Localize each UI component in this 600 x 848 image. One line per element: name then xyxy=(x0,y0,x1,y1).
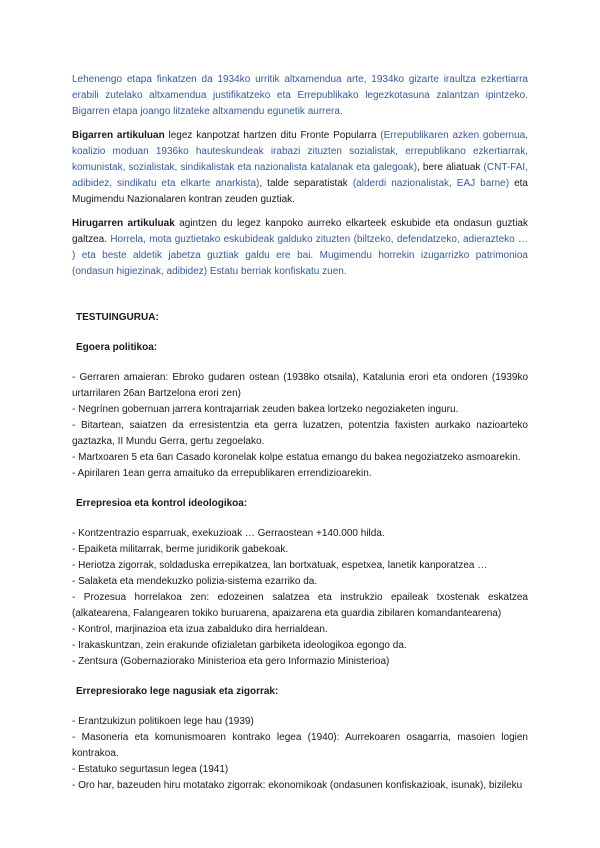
list-item: - Martxoaren 5 eta 6an Casado koronelak kolpe estatua emango du bakea negoziatzeko asmoarekin. xyxy=(72,452,521,463)
list-item: - Kontzentrazio esparruak, exekuzioak … Gerraostean +140.000 hilda. xyxy=(72,528,385,539)
list-item: - Heriotza zigorrak, soldaduska errepikatzea, lan bortxatuak, espetxea, lanetik kanporatzea … xyxy=(72,560,488,571)
repression-list xyxy=(72,526,528,670)
p2-note-1: (Errepublikaren azken gobernua, koalizio moduan 1936ko hauteskundeak irabazi zituzten sozialistak, errepublikano ezkertiarrak, komunistak, sozialistak, sindikalistak eta nazionalista katalanak eta galegoak) xyxy=(72,130,528,173)
p2-text-4: eta Mugimendu Nazionalaren kontran zeuden guztiak. xyxy=(72,178,528,205)
list-item: - Estatuko segurtasun legea (1941) xyxy=(72,764,229,775)
section-title-laws: Errepresiorako lege nagusiak eta zigorrak: xyxy=(76,686,279,697)
list-item: - Negrínen gobernuan jarrera kontrajarriak zeuden bakea lortzeko negoziaketen inguru. xyxy=(72,404,459,415)
section-title-repression: Errepresioa eta kontrol ideologikoa: xyxy=(76,498,248,509)
list-item: - Zentsura (Gobernaziorako Ministerioa eta gero Informazio Ministerioa) xyxy=(72,656,390,667)
p2-note-3: (alderdi nazionalistak, EAJ barne) xyxy=(352,178,510,189)
political-list xyxy=(72,370,528,482)
list-item: - Masoneria eta komunismoaren kontrako legea (1940): Aurrekoaren osagarria, masoien logien kontrakoa. xyxy=(72,732,528,759)
article-2-label: Bigarren artikuluan xyxy=(72,130,165,141)
intro-paragraph-2 xyxy=(72,128,528,208)
list-item: - Apirilaren 1ean gerra amaituko da errepublikaren errendizioarekin. xyxy=(72,468,372,479)
p2-text-3: , talde separatistak xyxy=(259,178,353,189)
section-title-political: Egoera politikoa: xyxy=(76,342,158,353)
p2-note-2: (CNT-FAI, adibidez, sindikatu eta elkarte anarkista) xyxy=(72,162,528,189)
list-item: - Irakaskuntzan, zein erakunde ofizialetan garbiketa ideologikoa egongo da. xyxy=(72,640,407,651)
intro-paragraph-1: Lehenengo etapa finkatzen da 1934ko urritik altxamendua arte, 1934ko gizarte iraultza ezkertiarra erabili zutelako altxamendua justifikatzeko eta Errepublikako legezkotasuna zalantzan ipintzeko. Bigarren etapa joango litzateke altxamendu egunetik aurrera. xyxy=(72,74,528,117)
intro-paragraph-3 xyxy=(72,216,528,280)
context-title: TESTUINGURUA: xyxy=(76,312,159,323)
list-item: - Epaiketa militarrak, berme juridikorik gabekoak. xyxy=(72,544,289,555)
list-item: - Prozesua horrelakoa zen: edozeinen salatzea eta instrukzio epaileak txostenak eskatzea (alkatearena, Falangearen tokiko buruarena, apaizarena eta guardia zibilaren komandantearena) xyxy=(72,592,528,619)
p2-text-2: , bere aliatuak xyxy=(417,162,484,173)
p3-note-1: Horrela, mota guztietako eskubideak galduko zituzten (biltzeko, defendatzeko, adierazteko … ) eta beste aldetik jabetza guztiak galdu ere bai. Mugimendu horrekin izugarrizko patrimonioa (ondasun higiezinak, adibidez) Estatu berriak konfiskatu zuen. xyxy=(72,234,528,277)
list-item: - Oro har, bazeuden hiru motatako zigorrak: ekonomikoak (ondasunen konfiskazioak, isunak), bizileku xyxy=(72,780,523,791)
list-item: - Bitartean, saiatzen da erresistentzia eta gerra luzatzen, potentzia faxisten aurkako nazioarteko gaztazka, II Mundu Gerra, gertu zegoelako. xyxy=(72,420,528,447)
list-item: - Salaketa eta mendekuzko polizia-sistema ezarriko da. xyxy=(72,576,318,587)
list-item: - Kontrol, marjinazioa eta izua zabalduko dira herrialdean. xyxy=(72,624,328,635)
document-body xyxy=(72,72,528,794)
article-3-label: Hirugarren artikuluak xyxy=(72,218,175,229)
p2-text-1: legez kanpotzat hartzen ditu Fronte Popularra xyxy=(164,130,381,141)
list-item: - Erantzukizun politikoen lege hau (1939) xyxy=(72,716,254,727)
p3-text-1: agintzen du legez kanpoko aurreko elkarteek eskubide eta ondasun guztiak galtzea. xyxy=(72,218,528,245)
laws-list xyxy=(72,714,528,794)
list-item: - Gerraren amaieran: Ebroko gudaren ostean (1938ko otsaila), Katalunia erori eta ondoren (1939ko urtarrilaren 26an Bartzelona erori zen) xyxy=(72,372,528,399)
